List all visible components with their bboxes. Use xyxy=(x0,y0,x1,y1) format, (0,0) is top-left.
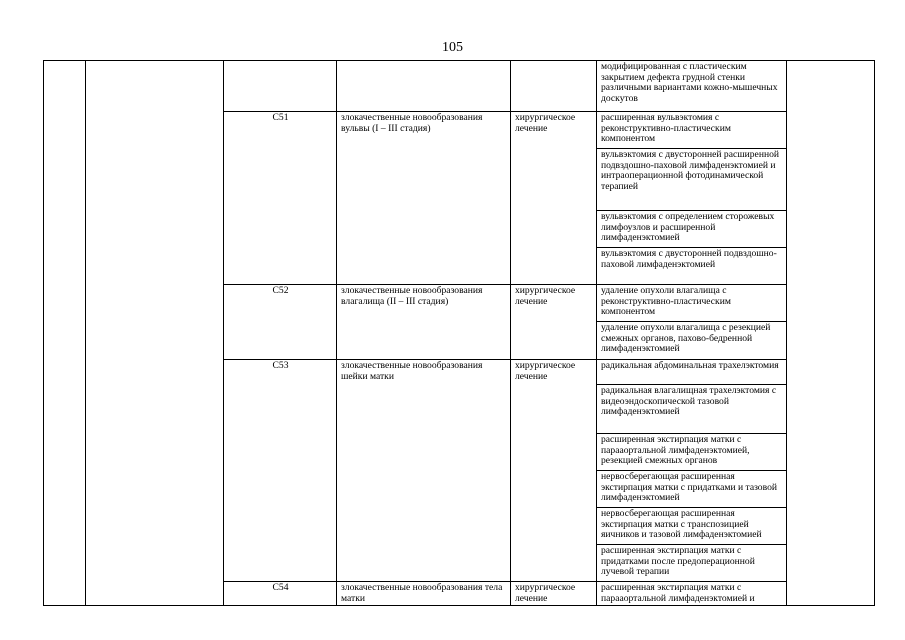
treatment-cell: хирургическое лечение xyxy=(511,112,597,285)
method-cell: расширенная вульвэктомия с реконструктивно-пластическим компонентом xyxy=(597,112,787,149)
diagnosis-cell xyxy=(337,61,511,112)
diagnosis-cell: злокачественные новообразования влагалища (II – III стадия) xyxy=(337,285,511,360)
method-cell: модифицированная с пластическим закрытием дефекта грудной стенки различными вариантами кожно-мышечных доскутов xyxy=(597,61,787,112)
method-cell: нервосберегающая расширенная экстирпация матки с транспозицией яичников и тазовой лимфаденэктомией xyxy=(597,508,787,545)
treatment-cell: хирургическое лечение xyxy=(511,582,597,606)
diagnosis-cell: злокачественные новообразования вульвы (I – III стадия) xyxy=(337,112,511,285)
method-cell: расширенная экстирпация матки с парааортальной лимфаденэктомией, резекцией смежных органов xyxy=(597,434,787,471)
method-cell: удаление опухоли влагалища с резекцией смежных органов, пахово-бедренной лимфаденэктомией xyxy=(597,322,787,360)
method-cell: расширенная экстирпация матки с парааортальной лимфаденэктомией и xyxy=(597,582,787,606)
code-cell: C54 xyxy=(224,582,337,606)
treatment-cell xyxy=(511,61,597,112)
code-cell: C53 xyxy=(224,360,337,582)
table-row-continuation xyxy=(44,61,875,112)
code-cell xyxy=(224,61,337,112)
code-cell: C51 xyxy=(224,112,337,285)
col-norm-cell xyxy=(787,61,875,606)
method-cell: радикальная влагалищная трахелэктомия с видеоэндоскопической тазовой лимфаденэктомией xyxy=(597,385,787,434)
method-cell: удаление опухоли влагалища с реконструктивно-пластическим компонентом xyxy=(597,285,787,322)
code-cell: C52 xyxy=(224,285,337,360)
method-cell: радикальная абдоминальная трахелэктомия xyxy=(597,360,787,385)
col-group-cell xyxy=(86,61,224,606)
diagnosis-cell: злокачественные новообразования тела матки xyxy=(337,582,511,606)
method-cell: расширенная экстирпация матки с придатками после предоперационной лучевой терапии xyxy=(597,545,787,582)
treatment-cell: хирургическое лечение xyxy=(511,285,597,360)
col-number-cell xyxy=(44,61,86,606)
method-cell: вульвэктомия с двусторонней подвздошно-паховой лимфаденэктомией xyxy=(597,248,787,285)
method-cell: нервосберегающая расширенная экстирпация матки с придатками и тазовой лимфаденэктомией xyxy=(597,471,787,508)
diagnosis-cell: злокачественные новообразования шейки матки xyxy=(337,360,511,582)
method-cell: вульвэктомия с определением сторожевых лимфоузлов и расширенной лимфаденэктомией xyxy=(597,211,787,248)
method-cell: вульвэктомия с двусторонней расширенной подвздошно-паховой лимфаденэктомией и интраоперационной фотодинамической терапией xyxy=(597,149,787,211)
treatment-cell: хирургическое лечение xyxy=(511,360,597,582)
treatment-methods-table xyxy=(43,60,875,606)
page-number: 105 xyxy=(442,40,463,55)
